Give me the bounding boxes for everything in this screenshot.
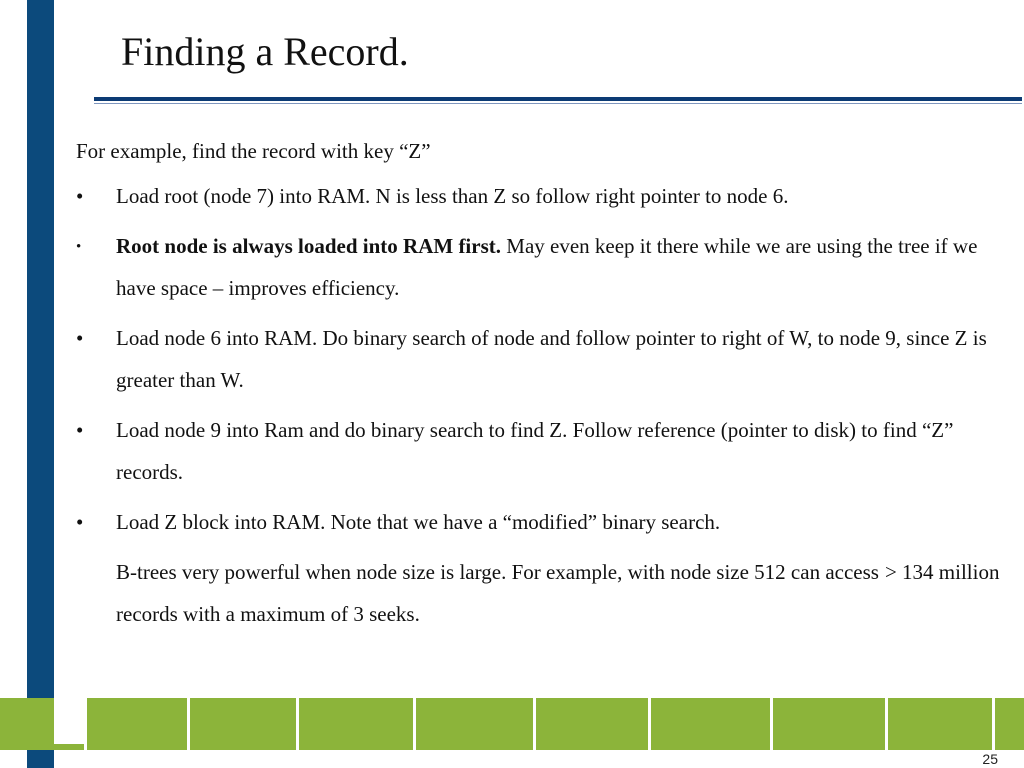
bullet-item-3 [76, 317, 1006, 401]
footer-divider [992, 698, 995, 750]
bullet-icon: • [76, 418, 84, 442]
bullet-text: Load node 9 into Ram and do binary search to find Z. Follow reference (pointer to disk) to find “Z” records. [116, 418, 954, 484]
footer-divider [84, 698, 87, 750]
note-text-before: B-trees very powerful when node size is large. For example, with node size 512 can access [116, 560, 879, 584]
greater-than-symbol: > [884, 560, 897, 584]
bullet-item-5 [76, 501, 1006, 543]
summary-note [76, 551, 1006, 635]
footer-divider [187, 698, 190, 750]
bullet-item-2 [76, 225, 1006, 309]
bullet-text: May even keep it there while we are using the tree if we have space – improves efficiency. [116, 234, 978, 300]
bullet-text: Load node 6 into RAM. Do binary search of node and follow pointer to right of W, to node 9, since Z is greater than W. [116, 326, 987, 392]
page-number: 25 [982, 751, 998, 767]
bullet-icon: • [76, 326, 84, 350]
left-accent-bar [27, 0, 54, 768]
note-text-after: 134 million records with a maximum of 3 seeks. [116, 560, 1000, 626]
footer-divider [413, 698, 416, 750]
bullet-list [76, 175, 1006, 543]
title-underline [94, 97, 1022, 101]
title-underline-thin [94, 103, 1022, 104]
footer-corner-block [54, 698, 86, 744]
footer-divider [296, 698, 299, 750]
bullet-icon: • [76, 510, 84, 534]
bullet-icon: • [76, 239, 82, 255]
bullet-item-1 [76, 175, 1006, 217]
slide-body [76, 130, 1006, 635]
slide-title: Finding a Record. [121, 29, 409, 74]
bullet-bold-text: Root node is always loaded into RAM first. [116, 234, 502, 258]
footer-divider [885, 698, 888, 750]
footer-divider [770, 698, 773, 750]
intro-text: For example, find the record with key “Z” [76, 139, 431, 163]
footer-divider [648, 698, 651, 750]
bullet-text: Load root (node 7) into RAM. N is less than Z so follow right pointer to node 6. [116, 184, 789, 208]
footer-divider [533, 698, 536, 750]
bullet-text: Load Z block into RAM. Note that we have a “modified” binary search. [116, 510, 721, 534]
footer-strip [0, 698, 1024, 750]
bullet-item-4 [76, 409, 1006, 493]
bullet-icon: • [76, 184, 84, 208]
